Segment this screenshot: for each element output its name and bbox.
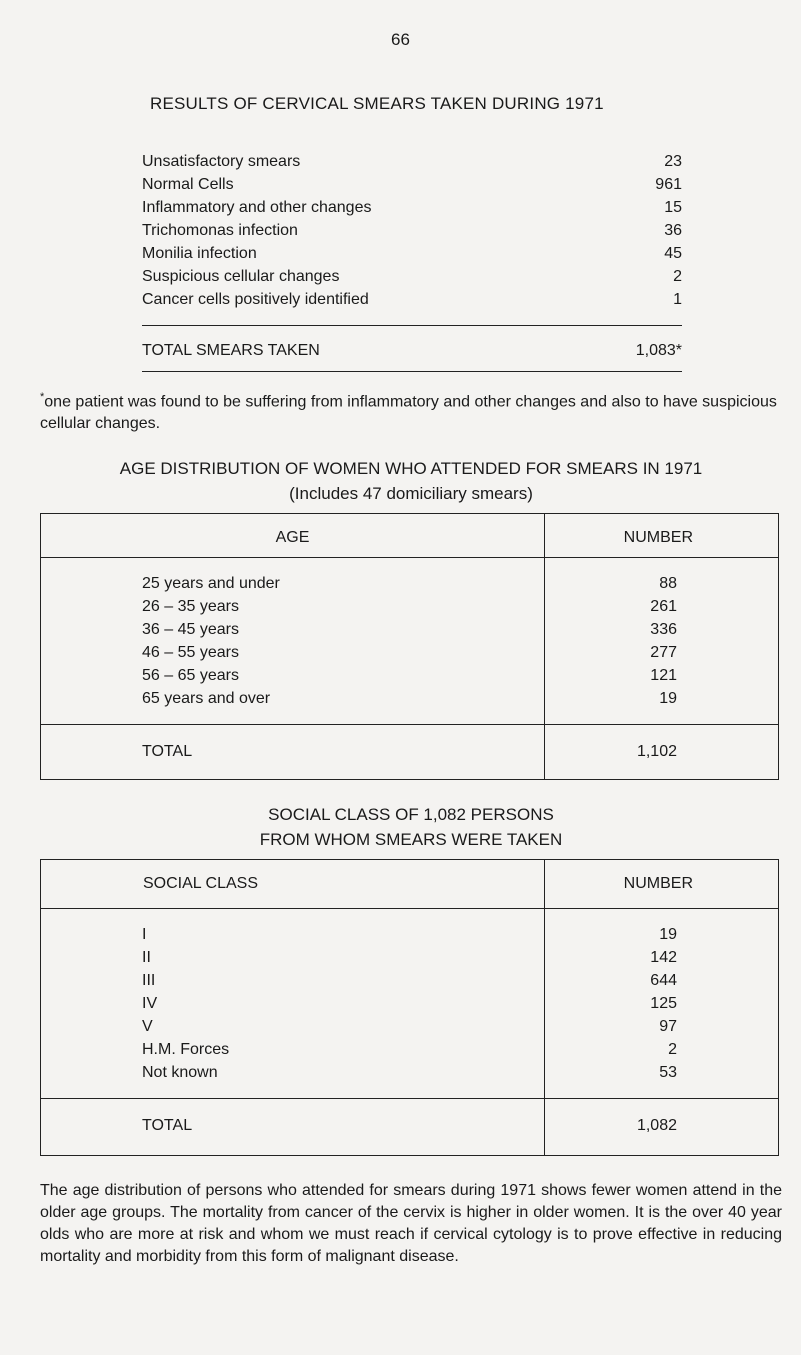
social-value: 644 [650,972,677,989]
smear-row [142,219,682,242]
smear-label: Normal Cells [142,176,234,193]
social-title-line1: SOCIAL CLASS OF 1,082 PERSONS [268,805,554,824]
smear-label: Unsatisfactory smears [142,153,301,170]
smear-row [142,265,682,288]
social-label: IV [142,995,158,1012]
footnote [40,386,782,435]
footnote-text: one patient was found to be suffering from inflammatory and other changes and also to have suspicious cellular changes. [40,393,777,433]
smear-label: Trichomonas infection [142,222,298,239]
age-col-header: AGE [41,514,545,558]
smear-value: 45 [664,245,682,262]
social-title-line2: FROM WHOM SMEARS WERE TAKEN [259,830,563,849]
social-label: I [142,926,147,943]
page-number: 66 [391,30,410,49]
age-label: 65 years and over [142,690,271,707]
social-value: 2 [668,1041,677,1058]
age-table [40,513,779,780]
age-value: 88 [659,575,677,592]
smear-value: 1 [673,291,682,308]
age-label: 26 – 35 years [142,598,239,615]
number-col-header: NUMBER [545,860,779,909]
age-value: 19 [659,690,677,707]
social-label: V [142,1018,153,1035]
social-total-value-cell [545,1099,779,1156]
table-body-row [41,909,779,1099]
age-value: 336 [650,621,677,638]
age-total-label: TOTAL [142,743,193,760]
social-value: 97 [659,1018,677,1035]
social-label: II [142,949,151,966]
divider [142,325,682,326]
age-label: 25 years and under [142,575,280,592]
social-table [40,859,779,1156]
smears-total-value: 1,083* [635,342,682,359]
smear-label: Suspicious cellular changes [142,268,340,285]
social-total-label-cell [41,1099,545,1156]
age-values-cell [545,558,779,725]
summary-paragraph: The age distribution of persons who attended for smears during 1971 shows fewer women attend in the older age groups. The mortality from cancer of the cervix is higher in older women. It is the over 40 year olds who are more at risk and whom we must reach if cervical cytology is to prove effective in reducing mortality and morbidity from this form of malignant disease. [40,1182,782,1265]
smear-row [142,173,682,196]
social-labels-cell [41,909,545,1099]
social-class-col-header: SOCIAL CLASS [41,860,545,909]
smears-title: RESULTS OF CERVICAL SMEARS TAKEN DURING 1971 [150,94,604,113]
smears-total [142,342,682,360]
social-label: III [142,972,156,989]
age-heading [40,456,782,506]
age-subtitle: (Includes 47 domiciliary smears) [289,484,533,503]
number-col-header: NUMBER [545,514,779,558]
social-total-value: 1,082 [636,1117,677,1134]
social-total-label: TOTAL [142,1117,193,1134]
smear-value: 15 [664,199,682,216]
smear-row [142,196,682,219]
smear-row [142,242,682,265]
divider [142,371,682,372]
social-value: 142 [650,949,677,966]
smear-value: 2 [673,268,682,285]
age-label: 46 – 55 years [142,644,239,661]
table-total-row [41,1099,779,1156]
social-value: 125 [650,995,677,1012]
social-value: 19 [659,926,677,943]
smear-value: 961 [655,176,682,193]
table-body-row [41,558,779,725]
age-value: 277 [650,644,677,661]
social-heading [40,802,782,852]
age-total-value: 1,102 [636,743,677,760]
table-header-row [41,860,779,909]
smear-value: 23 [664,153,682,170]
smear-row [142,288,682,311]
table-total-row [41,725,779,780]
smears-total-label: TOTAL SMEARS TAKEN [142,342,320,359]
smear-value: 36 [664,222,682,239]
age-title: AGE DISTRIBUTION OF WOMEN WHO ATTENDED FOR SMEARS IN 1971 [119,459,703,478]
social-label: Not known [142,1064,218,1081]
social-value: 53 [659,1064,677,1081]
footnote-mark: * [40,391,45,403]
age-total-value-cell [545,725,779,780]
table-header-row [41,514,779,558]
smear-row [142,150,682,173]
smear-label: Cancer cells positively identified [142,291,369,308]
smears-list [142,150,682,311]
age-total-label-cell [41,725,545,780]
age-label: 56 – 65 years [142,667,239,684]
social-values-cell [545,909,779,1099]
age-value: 261 [650,598,677,615]
age-labels-cell [41,558,545,725]
age-label: 36 – 45 years [142,621,239,638]
smear-label: Inflammatory and other changes [142,199,372,216]
social-label: H.M. Forces [142,1041,230,1058]
age-value: 121 [650,667,677,684]
smear-label: Monilia infection [142,245,257,262]
